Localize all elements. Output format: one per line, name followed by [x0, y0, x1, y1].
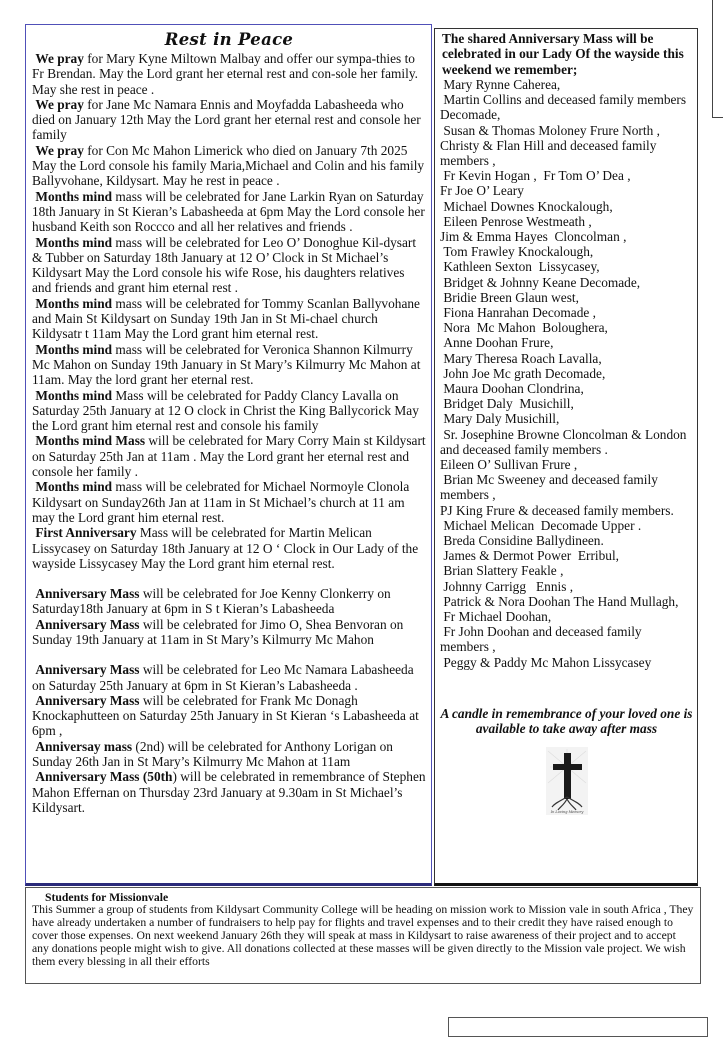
- memorial-entry: [32, 342, 426, 388]
- memorial-entry: [32, 693, 426, 739]
- remembered-name: PJ King Frure & deceased family members.: [440, 502, 674, 518]
- cross-icon: [546, 747, 588, 815]
- remembered-name: Fr Joe O’ Leary: [440, 183, 524, 199]
- entry-lead: Months mind: [35, 341, 113, 357]
- panel-title: Rest in Peace: [164, 30, 294, 49]
- remembered-name: Brian Slattery Feakle ,: [440, 563, 564, 579]
- entry-lead: We pray: [35, 96, 84, 112]
- remembered-name: Breda Considine Ballydineen.: [440, 532, 604, 548]
- remembered-name: Mary Rynne Caherea,: [440, 76, 561, 92]
- entry-lead: Anniversary Mass: [35, 692, 140, 708]
- entry-text: will be celebrated for Jimo O, Shea Benvoran on Sunday 19th January at 11am in St Mary’s Kilmurry Mc Mahon: [32, 616, 404, 647]
- memorial-entry: [32, 617, 426, 648]
- remembered-name: Christy & Flan Hill and deceased family members ,: [440, 137, 660, 168]
- partial-frame-top-right: [712, 0, 723, 118]
- remembered-name: Eileen O’ Sullivan Frure ,: [440, 456, 578, 472]
- remembered-name: James & Dermot Power Erribul,: [440, 548, 620, 564]
- memorial-entry: [32, 739, 426, 770]
- entry-text: mass will be celebrated for Jane Larkin Ryan on Saturday 18th January in St Kieran’s Labasheeda at 6pm May the Lord console her husband Keith son Roccco and all her relatives and friends .: [32, 188, 425, 235]
- remembered-name: Jim & Emma Hayes Cloncolman ,: [440, 228, 627, 244]
- entry-text: will be celebrated for Leo Mc Namara Labasheeda on Saturday 25th January at 6pm in St Kieran’s Labasheeda .: [32, 662, 414, 693]
- entry-text: Mass will be celebrated for Paddy Clancy Lavalla on Saturday 25th January at 12 O clock in Christ the King Ballycorick May the Lord grant him eternal rest and console his family: [32, 387, 419, 434]
- memorial-entry: [32, 51, 426, 97]
- entry-lead: Anniversary Mass: [35, 616, 140, 632]
- memorial-entry: [32, 662, 426, 693]
- entry-lead: First Anniversary: [35, 525, 137, 541]
- anniversary-entries-group-2: [32, 662, 426, 815]
- entry-text: mass will be celebrated for Leo O’ Donoghue Kil-dysart & Tubber on Saturday 18th January at 12 O’ Clock in St Michael’s Kildysart May the Lord console his wife Rose, his daughters relatives and friends and grant him eternal rest .: [32, 234, 417, 296]
- rest-in-peace-panel: [25, 24, 432, 886]
- remembered-name: Michael Downes Knockalough,: [440, 198, 613, 214]
- remembered-name: Peggy & Paddy Mc Mahon Lissycasey: [440, 654, 652, 670]
- remembered-name: John Joe Mc grath Decomade,: [440, 365, 606, 381]
- entry-lead: We pray: [35, 142, 84, 158]
- remembered-name: Fr Michael Doohan,: [440, 609, 552, 624]
- entry-lead: Anniversary Mass: [35, 586, 140, 602]
- memorial-entry: [32, 586, 426, 617]
- entry-lead: Months mind: [35, 387, 113, 403]
- students-title: Students for Missionvale: [45, 891, 169, 904]
- entry-text: Mass will be celebrated for Martin Melican Lissycasey on Saturday 18th January at 12 O ‘ Clock in Our Lady of the wayside Lissycasey May the Lord grant him eternal rest.: [32, 525, 419, 571]
- entry-text: mass will be celebrated for Tommy Scanlan Ballyvohane and Main St Kildysart on Sunday 19th Jan in St Mi-chael church Kildysatr t 11am May the Lord grant him eternal rest.: [32, 295, 420, 342]
- cross-image: [440, 747, 693, 820]
- entry-lead: Anniversary Mass: [35, 662, 140, 678]
- remembered-name: Michael Melican Decomade Upper .: [440, 517, 642, 533]
- remembered-name: Tom Frawley Knockalough,: [440, 244, 594, 260]
- remembered-name: Eileen Penrose Westmeath ,: [440, 213, 592, 229]
- entry-lead: Anniversay mass: [35, 738, 133, 754]
- entry-lead: Anniversary Mass (50th: [35, 769, 173, 785]
- students-body: This Summer a group of students from Kildysart Community College will be heading on mission work to Mission vale in south Africa , They have already undertaken a number of fundraisers to help pay for flights and travel expenses and to their credit they have raised enough to cover those expenses. On next weekend January 26th they will speak at mass in Kildysart to raise awareness of their project and to accept any donations people might wish to give. All donations collected at these masses will be given directly to the Mission vale project. We wish them every blessing in all their efforts: [32, 903, 694, 968]
- remembered-name: Nora Mc Mahon Boloughera,: [440, 320, 608, 336]
- remembered-name: Anne Doohan Frure,: [440, 335, 554, 351]
- memorial-entry: [32, 296, 426, 342]
- shared-anniversary-heading: The shared Anniversary Mass will be celebrated in our Lady Of the wayside this weekend we remember;: [442, 31, 684, 77]
- memorial-entry: [32, 97, 426, 143]
- memorial-entry: [32, 479, 426, 525]
- remembered-name: Sr. Josephine Browne Cloncolman & London and deceased family members .: [440, 426, 694, 457]
- remembered-names-list: [440, 77, 693, 670]
- entry-lead: We pray: [35, 51, 84, 66]
- anniversary-entries-group-1: [32, 586, 426, 647]
- entry-lead: Months mind: [35, 295, 113, 311]
- entry-text: for Mary Kyne Miltown Malbay and offer our sympa-thies to Fr Brendan. May the Lord grant her eternal rest and con-sole her family. May she rest in peace .: [32, 51, 418, 97]
- remembered-name: Bridie Breen Glaun west,: [440, 289, 579, 305]
- entry-lead: Months mind: [35, 479, 113, 495]
- remembered-name: Susan & Thomas Moloney Frure North ,: [440, 122, 660, 138]
- partial-frame-bottom: [448, 1017, 708, 1037]
- remembered-name: Bridget & Johnny Keane Decomade,: [440, 274, 641, 290]
- remembered-name: Kathleen Sexton Lissycasey,: [440, 259, 600, 275]
- entry-text: will be celebrated for Joe Kenny Clonkerry on Saturday18th January at 6pm in S t Kieran’s Labasheeda: [32, 586, 391, 617]
- entry-text: will be celebrated for Mary Corry Main st Kildysart on Saturday 25th Jan at 11am . May the Lord grant her eternal rest and console her family .: [32, 433, 426, 480]
- remembered-name: Fr Kevin Hogan , Fr Tom O’ Dea ,: [440, 168, 631, 184]
- memorial-entries: [32, 51, 426, 571]
- memorial-entry: [32, 189, 426, 235]
- entry-text: will be celebrated for Frank Mc Donagh Knockaphutteen on Saturday 25th January in St Kieran ‘s Labasheeda at 6pm ,: [32, 692, 419, 739]
- entry-text: for Con Mc Mahon Limerick who died on January 7th 2025 May the Lord console his family Maria,Michael and Colin and his family Ballyvohane, Kildysart. May he rest in peace .: [32, 142, 425, 189]
- remembered-name: Mary Daly Musichill,: [440, 411, 560, 427]
- entry-text: for Jane Mc Namara Ennis and Moyfadda Labasheeda who died on January 12th May the Lord grant her eternal rest and console her family: [32, 96, 421, 143]
- entry-text: ) will be celebrated in remembrance of Stephen Mahon Effernan on Thursday 23rd January at 9.30am in St Michael’s Kildysart.: [32, 769, 426, 815]
- entry-lead: Months mind Mass: [35, 433, 146, 449]
- remembered-name: Johnny Carrigg Ennis ,: [440, 578, 574, 594]
- entry-text: mass will be celebrated for Veronica Shannon Kilmurry Mc Mahon on Sunday 19th January in St Mary’s Kilmurry Mc Mahon at 11am. May the lord grant her eternal rest.: [32, 341, 421, 388]
- memorial-entry: [32, 769, 426, 815]
- remembered-name: Patrick & Nora Doohan The Hand Mullagh,: [440, 593, 679, 609]
- candle-note: A candle in remembrance of your loved one is available to take away after mass: [440, 705, 693, 737]
- remembered-name: Bridget Daly Musichill,: [440, 396, 574, 412]
- memorial-entry: [32, 388, 426, 434]
- students-missionvale-panel: [25, 887, 701, 984]
- spacer: [32, 571, 426, 586]
- memorial-entry: [32, 525, 426, 571]
- memorial-entry: [32, 143, 426, 189]
- memorial-entry: [32, 235, 426, 296]
- remembered-name: Fiona Hanrahan Decomade ,: [440, 304, 596, 320]
- remembered-name: Fr John Doohan and deceased family members ,: [440, 624, 645, 655]
- entry-lead: Months mind: [35, 188, 113, 204]
- entry-lead: Months mind: [35, 234, 113, 250]
- remembered-name: Martin Collins and deceased family members Decomade,: [440, 92, 690, 123]
- shared-anniversary-panel: [434, 28, 698, 886]
- remembered-name: Mary Theresa Roach Lavalla,: [440, 350, 602, 366]
- remembered-name: Brian Mc Sweeney and deceased family members ,: [440, 472, 662, 503]
- entry-text: mass will be celebrated for Michael Normoyle Clonola Kildysart on Sunday26th Jan at 11am in St Michael’s church at 11 am may the Lord grant him eternal rest.: [32, 479, 410, 525]
- remembered-name: Maura Doohan Clondrina,: [440, 380, 584, 396]
- svg-text:In Loving Memory: In Loving Memory: [550, 809, 583, 814]
- entry-text: (2nd) will be celebrated for Anthony Lorigan on Sunday 26th Jan in St Mary’s Kilmurry Mc Mahon at 11am: [32, 738, 393, 770]
- memorial-entry: [32, 433, 426, 479]
- spacer: [32, 647, 426, 662]
